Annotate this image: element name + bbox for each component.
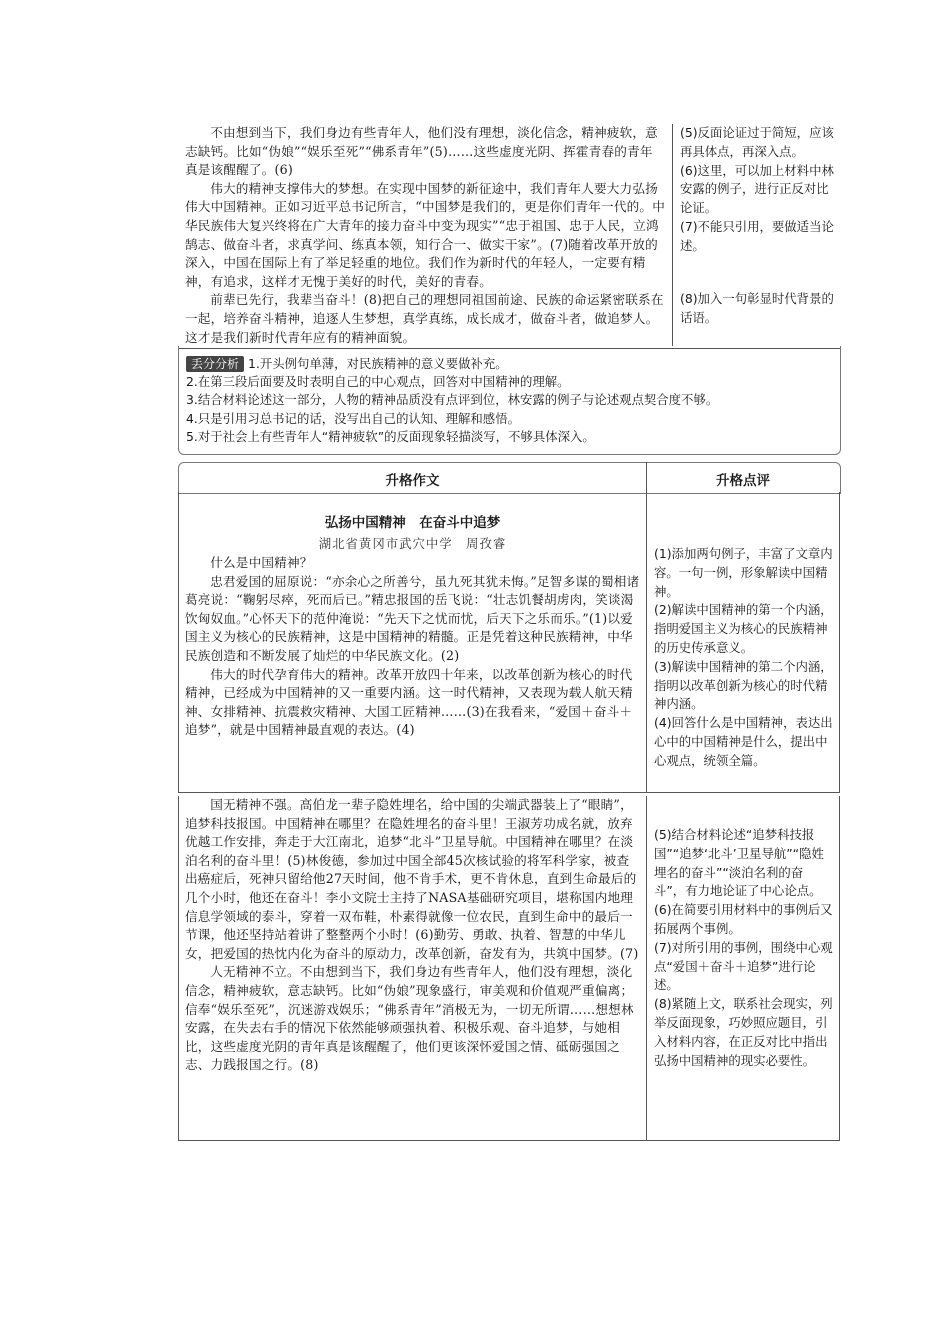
comment-item: (7)对所引用的事例，围绕中心观点“爱国＋奋斗＋追梦”进行论述。 (654, 939, 833, 993)
essay-paragraph: 什么是中国精神？ (210, 555, 313, 570)
loss-analysis (186, 355, 826, 446)
loss-item: 2.在第三段后面要及时表明自己的中心观点，回答对中国精神的理解。 (186, 374, 570, 390)
upgrade-essay-part2 (185, 796, 640, 1075)
comment-item: (4)回答什么是中国精神，表达出心中的中国精神是什么，提出中心观点，统领全篇。 (654, 715, 833, 768)
comment-item: (8)加入一句彰显时代背景的话语。 (680, 291, 834, 325)
upgrade-comments-part1 (654, 545, 834, 771)
upgrade-essay-part1 (185, 554, 640, 740)
essay-paragraph: 不由想到当下，我们身边有些青年人，他们没有理想，淡化信念，精神疲软，意志缺钙。比如“伪娘”“娱乐至死”“佛系青年”(5)……这些虚度光阴、挥霍青春的青年真是该醒醒了。(6) (185, 125, 658, 178)
comment-item: (6)在简要引用材料中的事例后又拓展两个事例。 (654, 902, 833, 936)
upgrade-comment-header: 升格点评 (716, 473, 770, 489)
comment-item: (8)紧随上文，联系社会现实，列举反面现象，巧妙照应题目，引入材料内容，在正反对比中指出弘扬中国精神的现实必要性。 (654, 996, 833, 1068)
essay-paragraph: 伟大的时代孕育伟大的精神。改革开放四十年来，以改革创新为核心的时代精神，已经成为中国精神的又一重要内涵。这一时代精神，又表现为载人航天精神、女排精神、抗震救灾精神、大国工匠精神……(3)在我看来，“爱国＋奋斗＋追梦”，就是中国精神最直观的表达。(4) (185, 666, 633, 738)
comment-item: (5)反面论证过于简短，应该再具体点，再深入点。 (680, 125, 834, 159)
original-comments-lower (680, 290, 838, 328)
loss-item: 3.结合材料论述这一部分，人物的精神品质没有点评到位，林安露的例子与论述观点契合度不够。 (186, 392, 719, 408)
essay-title: 弘扬中国精神 在奋斗中追梦 (324, 515, 501, 531)
loss-item: 丢分分析 1.开头例句单薄，对民族精神的意义要做补充。 (186, 355, 826, 373)
comment-item: (7)不能只引用，要做适当论述。 (680, 218, 834, 253)
original-comments (680, 124, 838, 256)
upgrade-comments-part2 (654, 826, 834, 1070)
essay-paragraph: 伟大的精神支撑伟大的梦想。在实现中国梦的新征途中，我们青年人要大力弘扬伟大中国精神。正如习近平总书记所言，“中国梦是我们的，更是你们青年一代的。中华民族伟大复兴终将在广大青年的接力奋斗中变为现实”“忠于祖国、忠于人民，立鸿鹄志、做奋斗者，求真学问、练真本领，知行合一、做实干家”。(7)随着改革开放的深入，中国在国际上有了举足轻重的地位。我们作为新时代的年轻人，一定要有精神，有追求，这样才无愧于美好的时代，美好的青春。 (185, 180, 666, 289)
comment-item: (6)这里，可以加上材料中林安露的例子，进行正反对比论证。 (680, 162, 834, 216)
essay-paragraph: 前辈已先行，我辈当奋斗！(8)把自己的理想同祖国前途、民族的命运紧密联系在一起，培养奋斗精神，追逐人生梦想，真学真练，成长成才，做奋斗者，做追梦人。这才是我们新时代青年应有的精神面貌。 (185, 292, 664, 345)
essay-author: 湖北省黄冈市武穴中学 周孜睿 (318, 536, 507, 551)
essay-paragraph: 国无精神不强。高伯龙一辈子隐姓埋名，给中国的尖端武器装上了“眼睛”，追梦科技报国。中国精神在哪里？在隐姓埋名的奋斗里！王淑芳功成名就，放弃优越工作安排，奔走于大江南北，追梦“北斗”卫星导航。中国精神在哪里？在淡泊名利的奋斗里！(5)林俊德，参加过中国全部45次核试验的将军科学家，被查出癌症后，死神只留给他27天时间，他不肯手术，更不肯休息，直到生命最后的几个小时，他还在奋斗！李小文院士主持了NASA基础研究项目，堪称国内地理信息学领域的泰斗，穿着一双布鞋，朴素得就像一位农民，直到生命中的最后一节课，他还坚持站着讲了整整两个小时！(6)勤劳、勇敢、执着、智慧的中华儿女，把爱国的热忱内化为奋斗的原动力，改革创新，奋发有为，共筑中国梦。(7) (185, 797, 639, 961)
comment-item: (2)解读中国精神的第一个内涵，指明爱国主义为核心的民族精神的历史传承意义。 (654, 602, 833, 655)
loss-analysis-tag: 丢分分析 (186, 356, 244, 372)
comment-item: (1)添加两句例子，丰富了文章内容。一句一例，形象解读中国精神。 (654, 546, 833, 599)
loss-item: 5.对于社会上有些青年人“精神疲软”的反面现象轻描淡写，不够具体深入。 (186, 428, 595, 444)
comment-item: (3)解读中国精神的第二个内涵，指明以改革创新为核心的时代精神内涵。 (654, 658, 833, 712)
upgrade-essay-header: 升格作文 (385, 473, 440, 489)
essay-paragraph: 忠君爱国的屈原说：“亦余心之所善兮，虽九死其犹未悔。”足智多谋的蜀相诸葛亮说：“鞠躬尽瘁，死而后已。”精忠报国的岳飞说：“壮志饥餐胡虏肉，笑谈渴饮匈奴血。”心怀天下的范仲淹说：“先天下之忧而忧，后天下之乐而乐。”(1)以爱国主义为核心的民族精神，这是中国精神的精髓。正是凭着这种民族精神，中华民族创造和不断发展了灿烂的中华民族文化。(2) (185, 573, 640, 663)
essay-paragraph: 人无精神不立。不由想到当下，我们身边有些青年人，他们没有理想，淡化信念，精神疲软，意志缺钙。比如“伪娘”现象盛行，审美观和价值观严重偏离；信奉“娱乐至死”，沉迷游戏娱乐；“佛系青年”消极无为，一切无所谓……想想林安露，在失去右手的情况下依然能够顽强执着、积极乐观、奋斗追梦，与她相比，这些虚度光阴的青年真是该醒醒了，他们更该深怀爱国之情、砥砺强国之志、力践报国之行。(8) (185, 964, 634, 1073)
comment-item: (5)结合材料论述“追梦科技报国”“追梦‘北斗’卫星导航”“隐姓埋名的奋斗”“淡泊名利的奋斗”，有力地论证了中心论点。 (654, 827, 824, 899)
loss-item: 4.只是引用习总书记的话，没写出自己的认知、理解和感悟。 (186, 410, 520, 426)
original-essay-continuation (185, 124, 665, 347)
